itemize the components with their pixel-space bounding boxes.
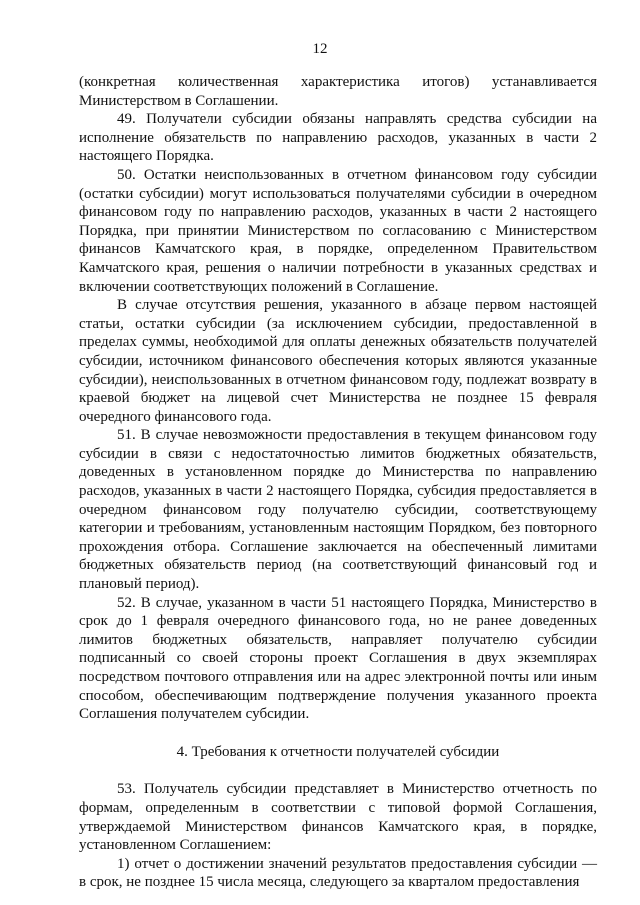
page-number: 12 (312, 41, 328, 57)
paragraph-53-item-1: 1) отчет о достижении значений результатов предоставления субсидии — в срок, не позднее 15 числа месяца, следующего за кварталом предоставления (79, 855, 597, 891)
paragraph-51: 51. В случае невозможности предоставления в текущем финансовом году субсидии в связи с недостаточностью лимитов бюджетных обязательств, доведенных в установленном порядке до Министерства по направлению расходов, указанных в части 2 настоящего Порядка, субсидия предоставляется в очередном финансовом году получателю субсидии, соответствующему категории и требованиям, установленным настоящим Порядком, без повторного прохождения отбора. Соглашение заключается на обеспеченный лимитами бюджетных обязательств период (на соответствующий финансовый год и плановый период). (79, 427, 597, 593)
paragraph-52: 52. В случае, указанном в части 51 настоящего Порядка, Министерство в срок до 1 февраля очередного финансового года, но не ранее доведенных лимитов бюджетных обязательств, направляет получателю субсидии подписанный со своей стороны проект Соглашения в двух экземплярах посредством почтового отправления или на адрес электронной почты или иным способом, обеспечивающим подтверждение получения указанного проекта Соглашения получателем субсидии. (79, 594, 597, 723)
document-body (79, 73, 597, 892)
section-4-heading: 4. Требования к отчетности получателей субсидии (176, 743, 500, 760)
paragraph-50: 50. Остатки неиспользованных в отчетном финансовом году субсидии (остатки субсидии) могут использоваться получателями субсидии в очередном финансовом году по направлению расходов, указанных в части 2 настоящего Порядка, при принятии Министерством по согласованию с Министерством финансов Камчатского края, в порядке, определенном Правительством Камчатского края, решения о наличии потребности в указанных средствах и включении соответствующих положений в Соглашение. (79, 166, 597, 295)
paragraph-50-second-part: В случае отсутствия решения, указанного в абзаце первом настоящей статьи, остатки субсидии (за исключением субсидии, предоставленной в пределах суммы, необходимой для оплаты денежных обязательств получателей субсидии, источником финансового обеспечения которых являются указанные субсидии), неиспользованных в отчетном финансовом году, подлежат возврату в краевой бюджет на лицевой счет Министерства не позднее 15 февраля очередного финансового года. (79, 297, 597, 425)
paragraph-49: 49. Получатели субсидии обязаны направлять средства субсидии на исполнение обязательств по направлению расходов, указанных в части 2 настоящего Порядка. (79, 111, 597, 165)
paragraph-53: 53. Получатель субсидии представляет в Министерство отчетность по формам, определенным в соответствии с типовой формой Соглашения, утверждаемой Министерством финансов Камчатского края, в порядке, установленном Соглашением: (79, 781, 597, 854)
paragraph-continuation: (конкретная количественная характеристика итогов) устанавливается Министерством в Соглашении. (79, 74, 597, 109)
